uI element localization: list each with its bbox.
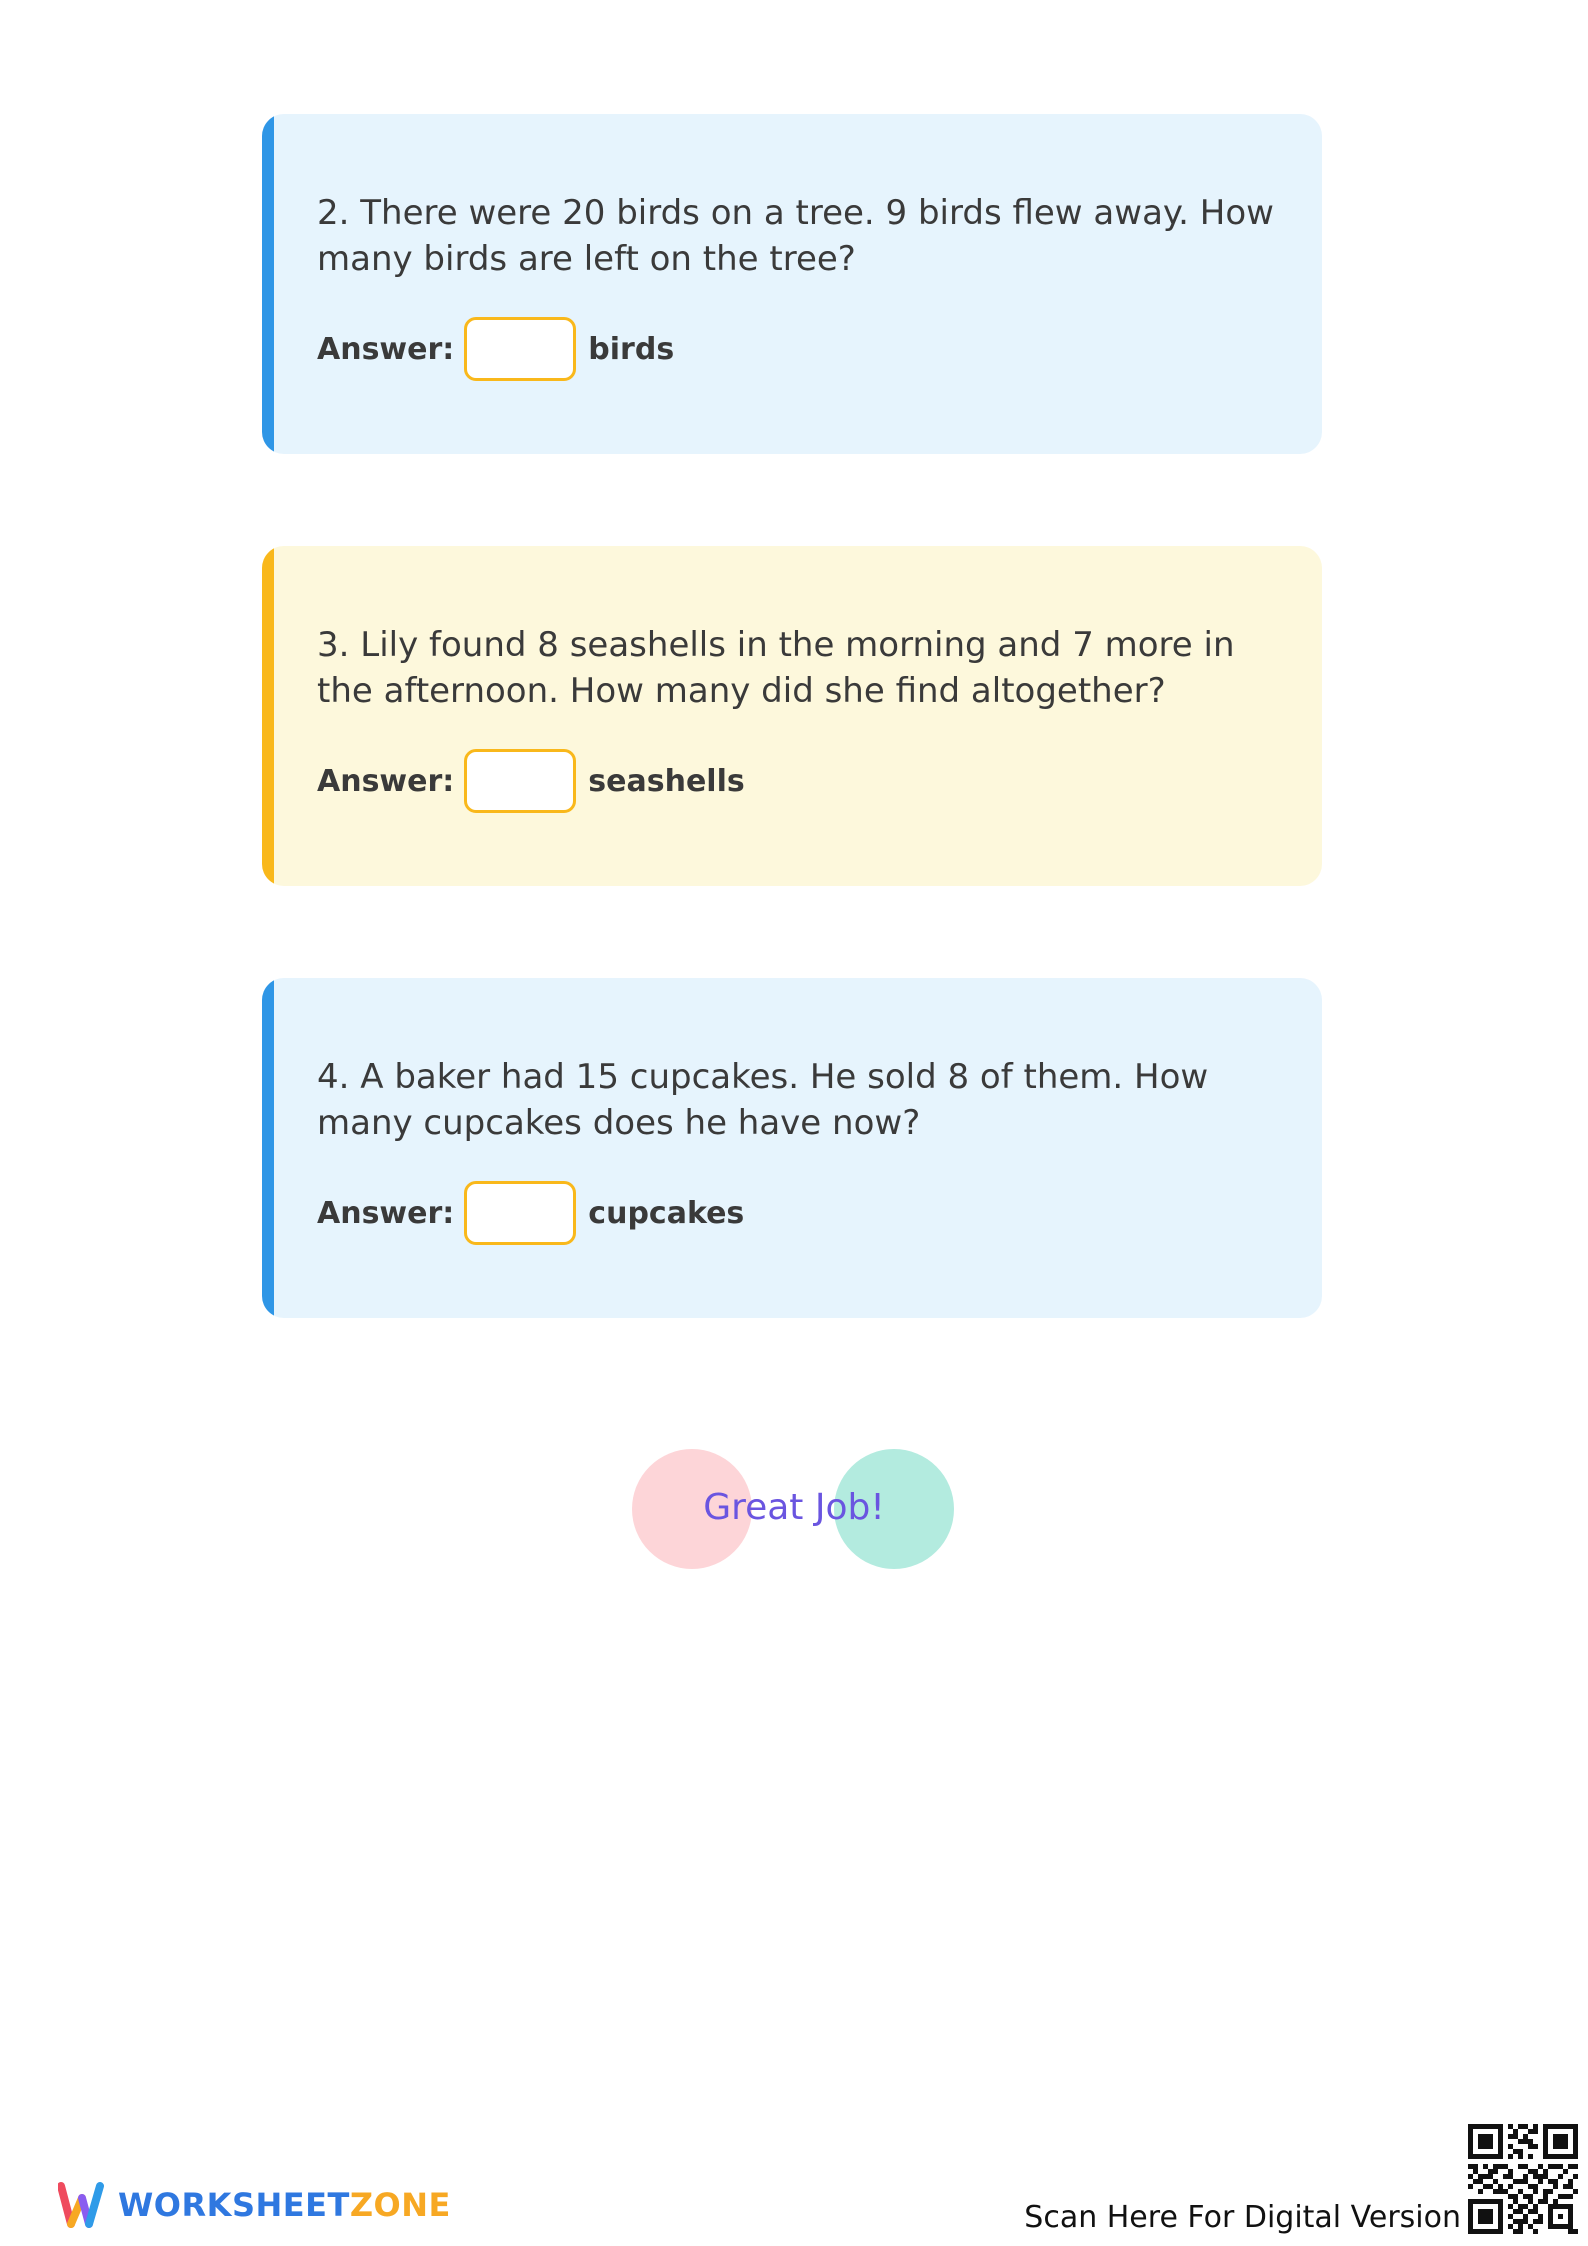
question-text: 4. A baker had 15 cupcakes. He sold 8 of them. How many cupcakes does he have now? [317, 1057, 1209, 1143]
answer-label: Answer: [317, 331, 455, 367]
answer-unit: cupcakes [588, 1195, 745, 1231]
answer-row [317, 1178, 744, 1248]
question-text: 3. Lily found 8 seashells in the morning and 7 more in the afternoon. How many did she find altogether? [317, 625, 1235, 711]
logo-wordmark [118, 2186, 451, 2224]
answer-unit: birds [588, 331, 675, 367]
answer-row [317, 314, 674, 384]
worksheetzone-logo[interactable] [58, 2178, 451, 2232]
great-job-text: Great Job! [703, 1487, 885, 1528]
logo-mark-icon [58, 2178, 104, 2232]
question-card-2 [262, 114, 1322, 454]
answer-row [317, 746, 745, 816]
qr-code-icon[interactable] [1468, 2124, 1578, 2234]
card-accent-bar [262, 978, 274, 1318]
answer-label: Answer: [317, 1195, 455, 1231]
card-accent-bar [262, 114, 274, 454]
question-card-4 [262, 978, 1322, 1318]
answer-input-box[interactable] [464, 317, 576, 381]
answer-input-box[interactable] [464, 1181, 576, 1245]
answer-label: Answer: [317, 763, 455, 799]
card-accent-bar [262, 546, 274, 886]
answer-input-box[interactable] [464, 749, 576, 813]
question-card-3 [262, 546, 1322, 886]
logo-word-zone: ZONE [349, 2186, 451, 2224]
scan-instruction: Scan Here For Digital Version [1024, 2200, 1461, 2235]
answer-unit: seashells [588, 763, 745, 799]
logo-word-worksheet: WORKSHEET [118, 2186, 350, 2224]
great-job-badge [632, 1449, 956, 1571]
question-text: 2. There were 20 birds on a tree. 9 birds flew away. How many birds are left on the tree? [317, 193, 1274, 279]
